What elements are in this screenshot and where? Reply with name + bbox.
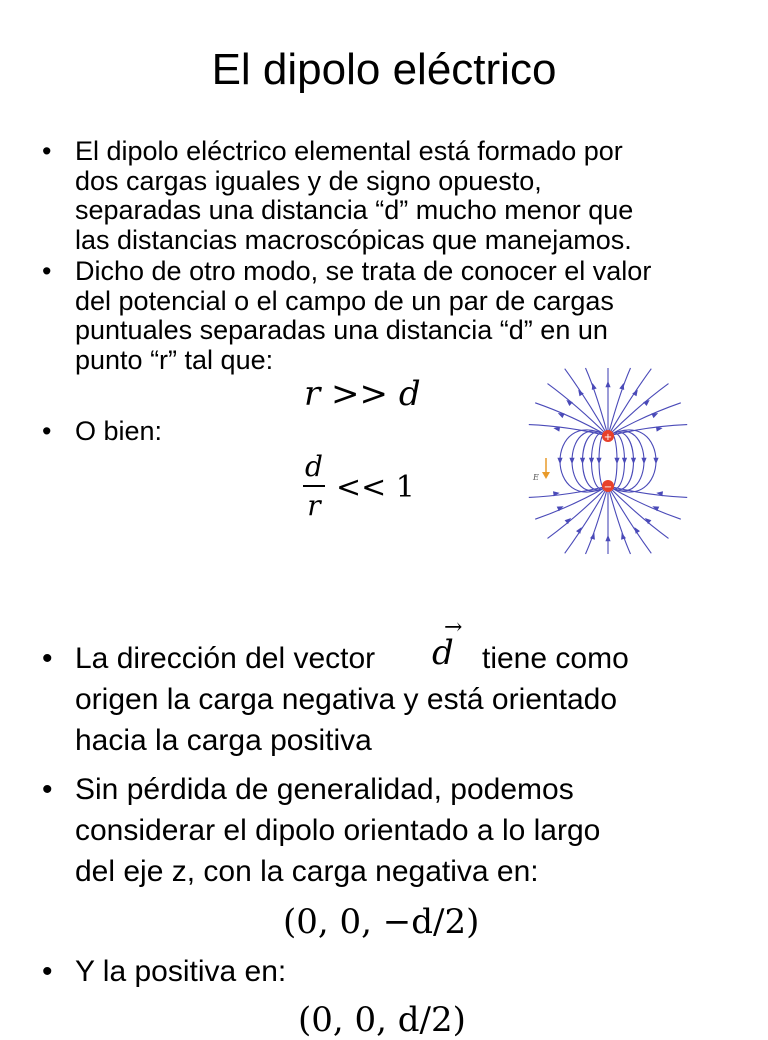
bullet-1-line-3: separadas una distancia “d” mucho menor que (75, 195, 634, 225)
bullet-2-line-1: Dicho de otro modo, se trata de conocer el valor (75, 256, 652, 286)
fraction-numerator: d (305, 450, 323, 483)
field-arrow (614, 458, 619, 464)
field-arrow (569, 458, 574, 464)
bullet-1-line-4: las distancias macroscópicas que manejamos. (75, 224, 632, 255)
bullet-4-line-2: origen la carga negativa y está orientado (75, 683, 618, 716)
field-line (572, 431, 608, 491)
dipole-field-figure (522, 366, 692, 556)
bullet-5-line-2: considerar el dipolo orientado a lo largo (75, 814, 601, 847)
page-title: El dipolo eléctrico (211, 45, 557, 94)
positive-sign: + (603, 432, 613, 443)
field-line (608, 431, 644, 491)
field-arrow (651, 413, 658, 418)
bullet-5-line-3: del eje z, con la carga negativa en: (75, 855, 539, 888)
field-arrow (558, 413, 565, 418)
field-arrow (596, 458, 601, 464)
field-arrow (605, 535, 610, 541)
field-line (529, 425, 608, 436)
fraction-bar (303, 485, 325, 487)
vector-d-symbol: d → (432, 615, 463, 673)
field-line (608, 486, 687, 497)
bullet-3-line-1: O bien: (75, 416, 163, 446)
bullet-marker: • (42, 256, 52, 286)
field-arrow (621, 533, 626, 540)
formula-much-less-one: << 1 (336, 470, 415, 505)
bullet-1-line-1: El dipolo eléctrico elemental está formado por (75, 136, 623, 166)
bullet-marker: • (42, 955, 53, 988)
bullet-2-line-2: del potencial o el campo de un par de cargas (75, 285, 614, 316)
formula-negative-charge-position: (0, 0, −d/2) (283, 902, 480, 942)
field-line (608, 425, 687, 436)
negative-sign: − (603, 482, 613, 493)
bullet-marker: • (42, 642, 53, 675)
field-arrow (622, 458, 627, 464)
field-arrow (619, 383, 624, 390)
field-arrow (605, 381, 610, 387)
bullet-1-line-2: dos cargas iguales y de signo opuesto, (75, 165, 542, 196)
field-arrow (557, 458, 562, 464)
bullet-6-line-1: Y la positiva en: (75, 955, 287, 988)
field-label: E (533, 473, 539, 482)
bullet-4-line-1-start: La dirección del vector (75, 642, 376, 675)
field-arrow (641, 458, 646, 464)
bullet-marker: • (42, 136, 52, 166)
formula-fraction (303, 450, 325, 522)
bullet-marker: • (42, 416, 52, 446)
vector-arrow-icon: → (444, 615, 463, 640)
field-arrow (589, 458, 594, 464)
field-arrow (592, 383, 597, 390)
bullet-marker: • (42, 773, 53, 806)
field-arrow (590, 533, 595, 540)
bullet-4-line-1-end: tiene como (482, 642, 629, 675)
field-arrow (653, 458, 658, 464)
field-arrow (634, 527, 640, 534)
field-arrow (631, 458, 636, 464)
bullet-2-line-3: puntuales separadas una distancia “d” en un (75, 315, 608, 345)
fraction-denominator: r (307, 488, 321, 522)
formula-r-much-greater-d: r >> d (304, 374, 421, 414)
bullet-2-line-4: punto “r” tal que: (75, 344, 274, 375)
field-arrow (580, 458, 585, 464)
field-line (529, 486, 608, 497)
field-arrow (576, 527, 582, 534)
field-lines (529, 368, 687, 554)
bullet-4-line-3: hacia la carga positiva (75, 724, 372, 757)
bullet-5-line-1: Sin pérdida de generalidad, podemos (75, 773, 574, 806)
formula-positive-charge-position: (0, 0, d/2) (298, 1000, 466, 1040)
